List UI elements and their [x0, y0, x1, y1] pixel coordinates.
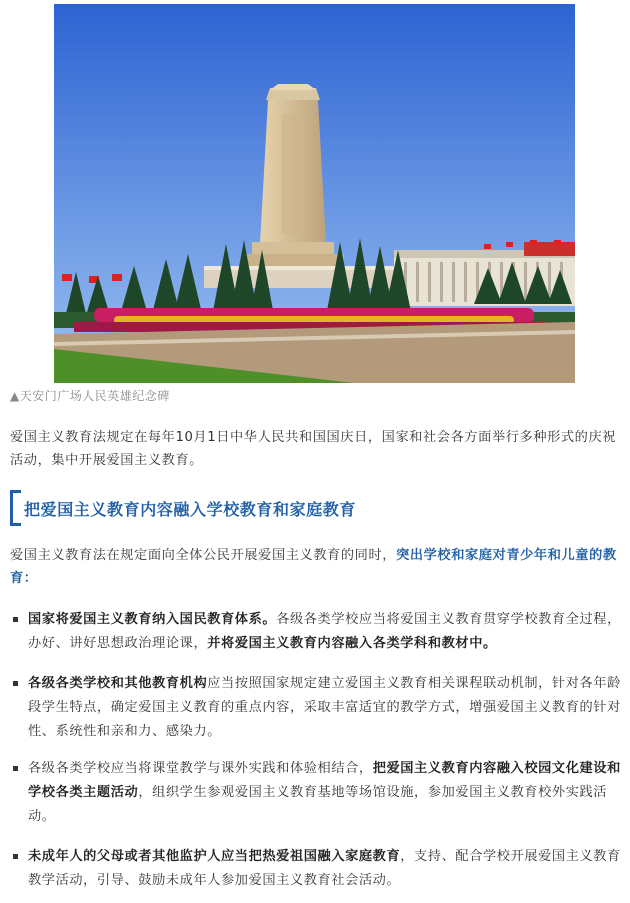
body-text: ，支持、配合学校开展爱国主义教育教学活动，引导、鼓励未成年人参加爱国主义教育社会活动。	[28, 849, 621, 888]
list-item-text	[28, 757, 622, 829]
section-intro-paragraph	[10, 544, 622, 590]
section-heading: 把爱国主义教育内容融入学校教育和家庭教育	[24, 500, 357, 519]
monument-photo	[54, 4, 575, 383]
body-text: ，组织学生参观爱国主义教育基地等场馆设施，参加爱国主义教育校外实践活动。	[28, 785, 608, 824]
photo-caption: ▲天安门广场人民英雄纪念碑	[10, 389, 170, 403]
section-intro-highlight: 突出学校和家庭对青少年和儿童的教育：	[10, 548, 617, 586]
body-text: 各级各类学校应当将爱国主义教育贯穿学校教育全过程，办好、讲好思想政治理论课，	[28, 612, 621, 651]
list-item-text	[28, 845, 622, 893]
intro-paragraph: 爱国主义教育法规定在每年10月1日中华人民共和国国庆日，国家和社会各方面举行多种形式的庆祝活动，集中开展爱国主义教育。	[10, 430, 617, 468]
bullet-icon	[13, 854, 18, 859]
bullet-icon	[13, 766, 18, 771]
list-item-text	[28, 672, 622, 744]
list-item-text	[28, 608, 622, 656]
bold-text: 并将爱国主义教育内容融入各类学科和教材中。	[207, 636, 497, 651]
bold-text: 国家将爱国主义教育纳入国民教育体系。	[28, 612, 277, 627]
heading-decoration	[13, 490, 21, 493]
heading-decoration	[13, 523, 21, 526]
bold-text: 未成年人的父母或者其他监护人应当把热爱祖国融入家庭教育	[28, 849, 401, 864]
body-text: 各级各类学校应当将课堂教学与课外实践和体验相结合，	[28, 761, 373, 776]
bold-text: 各级各类学校和其他教育机构	[28, 676, 208, 691]
bullet-icon	[13, 617, 18, 622]
section-intro-text: 爱国主义教育法在规定面向全体公民开展爱国主义教育的同时，	[10, 548, 397, 563]
monument-illustration	[54, 4, 575, 383]
bold-text: 把爱国主义教育内容融入校园文化建设和学校各类主题活动	[28, 761, 621, 800]
body-text: 应当按照国家规定建立爱国主义教育相关课程联动机制，针对各年龄段学生特点，确定爱国主义教育的重点内容，采取丰富适宜的教学方式，增强爱国主义教育的针对性、系统性和亲和力、感染力。	[28, 676, 621, 739]
section-heading-box	[10, 490, 433, 526]
bullet-icon	[13, 681, 18, 686]
